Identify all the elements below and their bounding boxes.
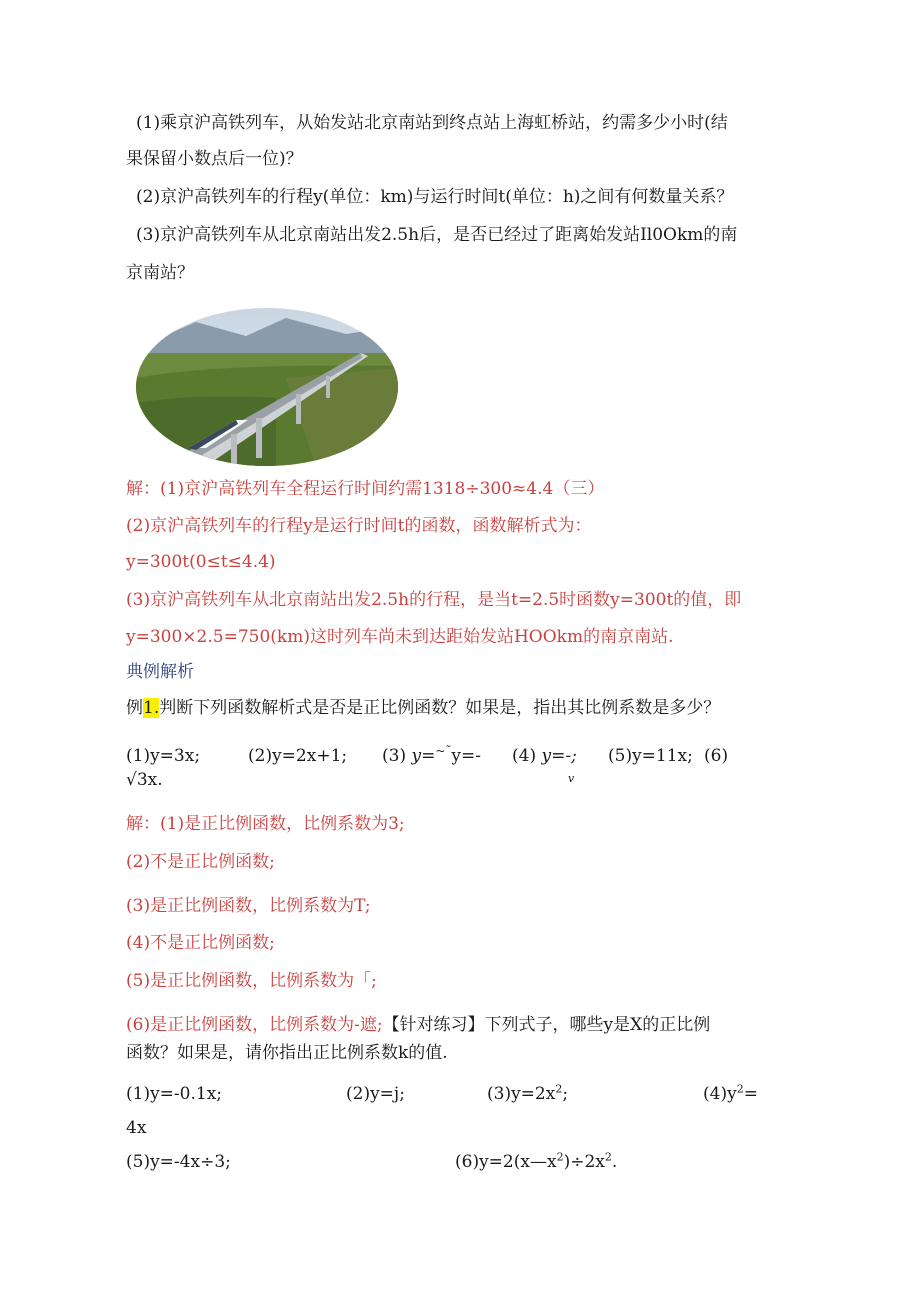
solution-1-line-4: (3)京沪高铁列车从北京南站出发2.5h的行程，是当t=2.5时函数y=300t的值，即 (126, 590, 742, 610)
practice-item-4 (703, 1083, 758, 1105)
solution-2-line-6 (126, 1014, 710, 1036)
solution-2-line-3: (3)是正比例函数，比例系数为T; (126, 896, 371, 916)
practice-4-exponent: 2 (736, 1082, 744, 1096)
solution-2-line-5: (5)是正比例函数，比例系数为「; (126, 971, 377, 991)
practice-6-end: . (611, 1152, 618, 1172)
example-item-1: (1)y=3x; (126, 746, 201, 766)
practice-4-end: = (743, 1084, 758, 1104)
high-speed-train-photo (136, 308, 398, 466)
solution-2-line-2: (2)不是正比例函数; (126, 852, 275, 872)
practice-3-exponent: 2 (555, 1082, 563, 1096)
example-item-2: (2)y=2x+1; (248, 746, 348, 766)
item-4-subscript: v (568, 772, 575, 785)
question-1-line-2: 果保留小数点后一位)？ (126, 149, 303, 169)
question-2: (2)京沪高铁列车的行程y(单位：km)与运行时间t(单位：h)之间有何数量关系？ (136, 187, 734, 207)
item-3-label: (3) (382, 746, 407, 766)
example-1-heading (126, 697, 720, 719)
practice-3-base: (3)y=2x (487, 1084, 556, 1104)
solution-2-line-4: (4)不是正比例函数; (126, 933, 275, 953)
example-item-6-continued: √3x. (126, 770, 163, 790)
example-question: 判断下列函数解析式是否是正比例函数？如果是，指出其比例系数是多少？ (159, 698, 721, 718)
example-item-5: (5)y=11x; (608, 746, 693, 766)
practice-3-end: ; (562, 1084, 569, 1104)
question-3-line-1: (3)京沪高铁列车从北京南站出发2.5h后，是否已经过了距离始发站Il0Okm的南 (136, 225, 738, 245)
practice-item-3 (487, 1083, 568, 1105)
example-number-highlight: 1. (143, 698, 160, 718)
practice-6-exponent-1: 2 (556, 1150, 564, 1164)
practice-6-exponent-2: 2 (604, 1150, 612, 1164)
solution-2-line-1: 解：(1)是正比例函数，比例系数为3; (126, 814, 405, 834)
practice-heading: 【针对练习】下列式子，哪些y是X的正比例 (382, 1015, 711, 1035)
practice-item-1: (1)y=-0.1x; (126, 1084, 223, 1104)
practice-6-part-2: )÷2x (563, 1152, 605, 1172)
practice-4-base: (4)y (703, 1084, 737, 1104)
question-1-line-1: (1)乘京沪高铁列车，从始发站北京南站到终点站上海虹桥站，约需多少小时(结 (136, 113, 728, 133)
question-3-line-2: 京南站？ (126, 263, 194, 283)
practice-6-part-1: (6)y=2(x—x (455, 1152, 557, 1172)
item-3-tilde: ~˜ (435, 744, 452, 758)
item-3-rest: y=- (451, 746, 482, 766)
example-item-6: (6) (704, 746, 729, 766)
section-title: 典例解析 (126, 662, 194, 682)
solution-2-item-6: (6)是正比例函数，比例系数为-遮; (126, 1015, 383, 1035)
practice-item-4-continued: 4x (126, 1118, 147, 1138)
item-4-label: (4) (512, 746, 537, 766)
practice-instruction: 函数？如果是，请你指出正比例系数k的值. (126, 1043, 448, 1063)
solution-1-line-2: (2)京沪高铁列车的行程y是运行时间t的函数，函数解析式为： (126, 516, 592, 536)
practice-item-5: (5)y=-4x÷3; (126, 1152, 231, 1172)
practice-item-2: (2)y=j; (346, 1084, 405, 1104)
item-3-expr: y= (411, 746, 436, 766)
item-4-expr: y=-; (541, 746, 577, 766)
solution-1-line-3: y=300t(0≤t≤4.4) (126, 552, 276, 572)
solution-1-line-5: y=300×2.5=750(km)这时列车尚未到达距始发站HOOkm的南京南站. (126, 627, 674, 647)
solution-1-line-1: 解：(1)京沪高铁列车全程运行时间约需1318÷300≈4.4（三） (126, 479, 605, 499)
example-item-4 (512, 745, 577, 767)
example-item-3 (382, 745, 481, 768)
practice-item-6 (455, 1151, 617, 1173)
example-prefix: 例 (126, 698, 143, 718)
